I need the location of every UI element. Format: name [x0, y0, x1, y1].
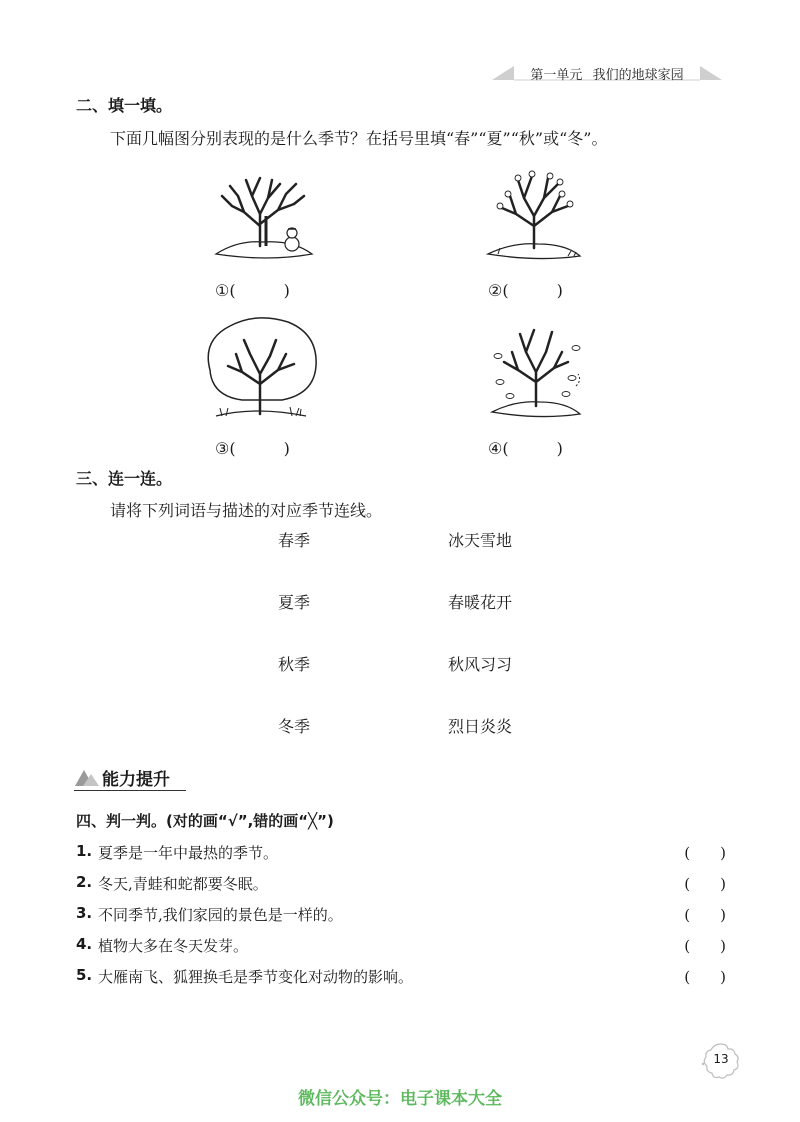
judge-item-2	[76, 873, 726, 895]
page-number: 13	[713, 1052, 729, 1066]
page-number-badge	[700, 1040, 742, 1082]
match-right-3[interactable]: 秋风习习	[448, 655, 513, 674]
blank-2[interactable]: ②( )	[488, 281, 563, 300]
header-unit: 第一单元	[530, 68, 583, 83]
section-2-instruction: 下面几幅图分别表现的是什么季节？在括号里填“春”“夏”“秋”或“冬”。	[110, 129, 608, 148]
judge-item-1	[76, 842, 726, 864]
winter-tree-picture	[208, 156, 318, 276]
spring-tree-icon	[478, 156, 588, 276]
header-text	[522, 64, 692, 83]
header-title: 我们的地球家园	[592, 68, 684, 83]
ability-underline	[74, 790, 186, 791]
judge-answer-blank[interactable]: ( )	[684, 875, 726, 893]
match-right-2[interactable]: 春暖花开	[448, 593, 513, 612]
blank-3[interactable]: ③( )	[215, 439, 290, 458]
mountain-icon	[74, 764, 100, 788]
match-left-winter[interactable]: 冬季	[278, 717, 311, 736]
blank-1[interactable]: ①( )	[215, 281, 290, 300]
judge-num: 1.	[76, 842, 93, 860]
judge-text: 不同季节,我们家园的景色是一样的。	[98, 906, 343, 924]
judge-item-4	[76, 935, 726, 957]
judge-text: 植物大多在冬天发芽。	[98, 937, 249, 955]
winter-tree-icon	[208, 156, 318, 276]
section-2-title: 二、填一填。	[76, 96, 173, 115]
judge-num: 5.	[76, 966, 93, 984]
match-left-autumn[interactable]: 秋季	[278, 655, 311, 674]
section-4-title: 四、判一判。(对的画“√”,错的画“╳”)	[76, 812, 334, 830]
judge-num: 4.	[76, 935, 93, 953]
judge-answer-blank[interactable]: ( )	[684, 937, 726, 955]
ability-title: 能力提升	[102, 770, 170, 790]
judge-text: 大雁南飞、狐狸换毛是季节变化对动物的影响。	[98, 968, 414, 986]
match-right-4[interactable]: 烈日炎炎	[448, 717, 513, 736]
summer-tree-icon	[196, 310, 326, 430]
judge-text: 冬天,青蛙和蛇都要冬眠。	[98, 875, 268, 893]
judge-answer-blank[interactable]: ( )	[684, 844, 726, 862]
section-3-title: 三、连一连。	[76, 469, 173, 488]
match-right-1[interactable]: 冰天雪地	[448, 531, 513, 550]
spring-tree-picture	[478, 156, 588, 276]
footer-watermark: 微信公众号：电子课本大全	[298, 1089, 502, 1109]
judge-item-5	[76, 966, 726, 988]
autumn-tree-picture	[480, 312, 590, 432]
judge-item-3	[76, 904, 726, 926]
blank-4[interactable]: ④( )	[488, 439, 563, 458]
judge-num: 3.	[76, 904, 93, 922]
match-left-summer[interactable]: 夏季	[278, 593, 311, 612]
match-left-spring[interactable]: 春季	[278, 531, 311, 550]
judge-num: 2.	[76, 873, 93, 891]
judge-answer-blank[interactable]: ( )	[684, 906, 726, 924]
summer-tree-picture	[196, 310, 326, 430]
running-header	[492, 62, 722, 84]
judge-text: 夏季是一年中最热的季节。	[98, 844, 279, 862]
section-3-instruction: 请将下列词语与描述的对应季节连线。	[110, 501, 383, 520]
autumn-tree-icon	[480, 312, 590, 432]
judge-answer-blank[interactable]: ( )	[684, 968, 726, 986]
